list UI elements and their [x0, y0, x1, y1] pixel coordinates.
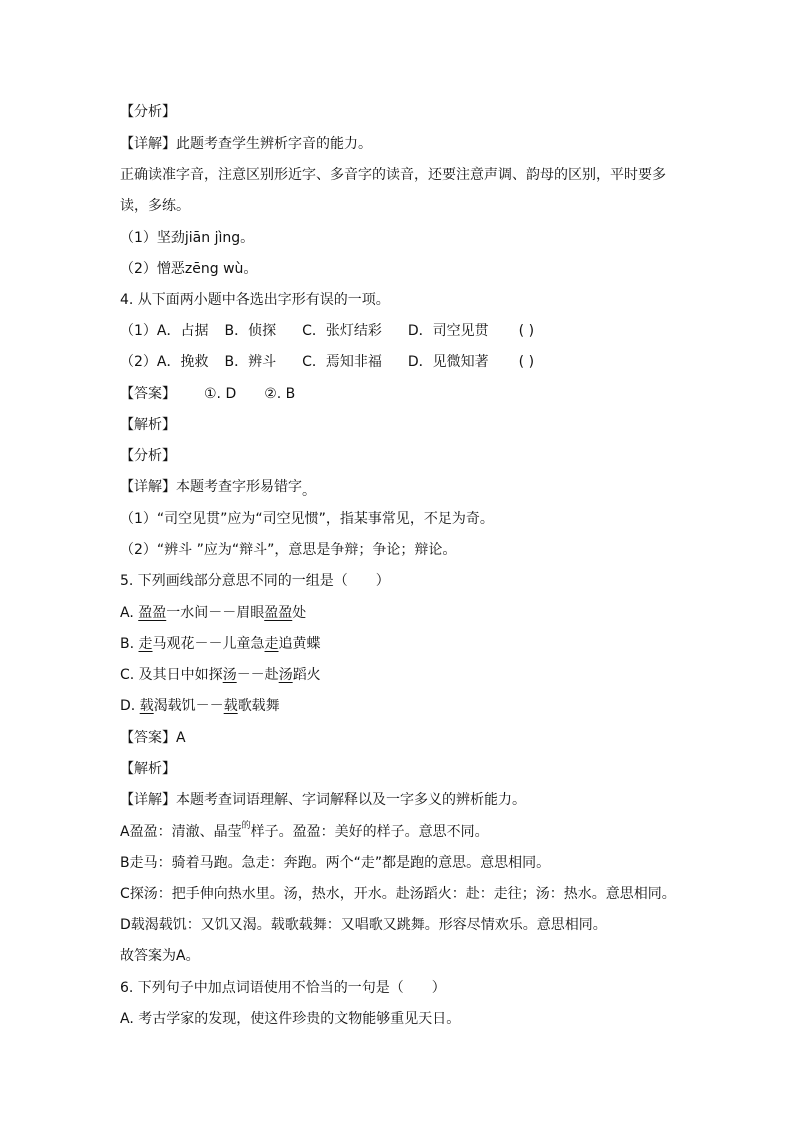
- answer-blank: ( ): [518, 354, 535, 370]
- option-text: （2）A．挽救: [120, 354, 209, 370]
- option-text: D．司空见贯: [407, 323, 489, 339]
- question-5-option-c: C. 及其日中如探汤－－赴汤蹈火: [120, 667, 321, 683]
- underlined-word: 盈盈: [264, 605, 293, 621]
- explanation-c: C探汤：把手伸向热水里。汤，热水，开水。赴汤蹈火：赴：走往；汤：热水。意思相同。: [120, 886, 676, 902]
- answer-line: 【答案】A: [120, 730, 186, 746]
- question-5-option-a: A. 盈盈一水间－－眉眼盈盈处: [120, 605, 307, 621]
- option-text: （1）A．占据: [120, 323, 209, 339]
- underlined-word: 走: [138, 636, 153, 652]
- detail-line: 【详解】本题考查词语理解、字词解释以及一字多义的辨析能力。: [120, 792, 526, 808]
- analysis-heading: 【分析】: [120, 104, 176, 120]
- option-text: B．侦探: [224, 323, 277, 339]
- answer-value: ②. B: [264, 386, 296, 402]
- correction-1: （1）“司空见贯”应为“司空见惯”，指某事常见，不足为奇。: [120, 511, 494, 527]
- option-text: D．见微知著: [407, 354, 489, 370]
- question-5-title: 5. 下列画线部分意思不同的一组是（ ）: [120, 573, 390, 589]
- correction-2: （2）“辨斗 ”应为“辩斗”，意思是争辩；争论；辩论。: [120, 542, 457, 558]
- question-5-option-d: D. 载渴载饥－－载歌载舞: [120, 698, 280, 714]
- explanation-b: B走马：骑着马跑。急走：奔跑。两个“走”都是跑的意思。意思相同。: [120, 855, 551, 871]
- option-text: C．焉知非福: [302, 354, 382, 370]
- answer-blank: ( ): [518, 323, 535, 339]
- question-4-title: 4. 从下面两小题中各选出字形有误的一项。: [120, 292, 390, 308]
- underlined-word: 走: [264, 636, 279, 652]
- underlined-word: 盈盈: [138, 605, 167, 621]
- underlined-word: 汤: [222, 667, 237, 683]
- underlined-word: 载: [223, 698, 238, 714]
- question-6-option-a: A. 考古学家的发现，使这件珍贵的文物能够重见天日。: [120, 1011, 461, 1027]
- question-5-option-b: B. 走马观花－－儿童急走追黄蝶: [120, 636, 321, 652]
- option-text: C．张灯结彩: [302, 323, 382, 339]
- analysis-heading: 【分析】: [120, 448, 176, 464]
- conclusion-line: 故答案为A。: [120, 948, 200, 964]
- underlined-word: 汤: [278, 667, 293, 683]
- paragraph-line: 正确读准字音，注意区别形近字、多音字的读音，还要注意声调、韵母的区别，平时要多: [120, 167, 666, 183]
- pinyin-item-2: （2）憎恶zēng wù。: [120, 261, 258, 277]
- question-6-title: 6. 下列句子中加点词语使用不恰当的一句是（ ）: [120, 980, 446, 996]
- question-4-option-row-1: [120, 321, 534, 341]
- answer-line: [120, 384, 295, 404]
- answer-label: 【答案】: [120, 386, 176, 402]
- paragraph-line: 读，多练。: [120, 198, 190, 214]
- explanation-d: D载渴载饥：又饥又渴。载歌载舞：又唱歌又跳舞。形容尽情欢乐。意思相同。: [120, 917, 607, 933]
- explanation-heading: 【解析】: [120, 417, 176, 433]
- explanation-a: A盈盈：清澈、晶莹$^的$样子。盈盈：美好的样子。意思不同。: [120, 821, 489, 840]
- answer-value: ①. D: [204, 386, 237, 402]
- explanation-heading: 【解析】: [120, 761, 176, 777]
- detail-line: 【详解】此题考查学生辨析字音的能力。: [120, 136, 372, 152]
- pinyin-item-1: （1）坚劲jiān jìng。: [120, 230, 255, 246]
- option-text: B．辨斗: [224, 354, 277, 370]
- underlined-word: 载: [139, 698, 154, 714]
- detail-line: 【详解】本题考查字形易错字。: [120, 479, 316, 499]
- question-4-option-row-2: [120, 352, 534, 372]
